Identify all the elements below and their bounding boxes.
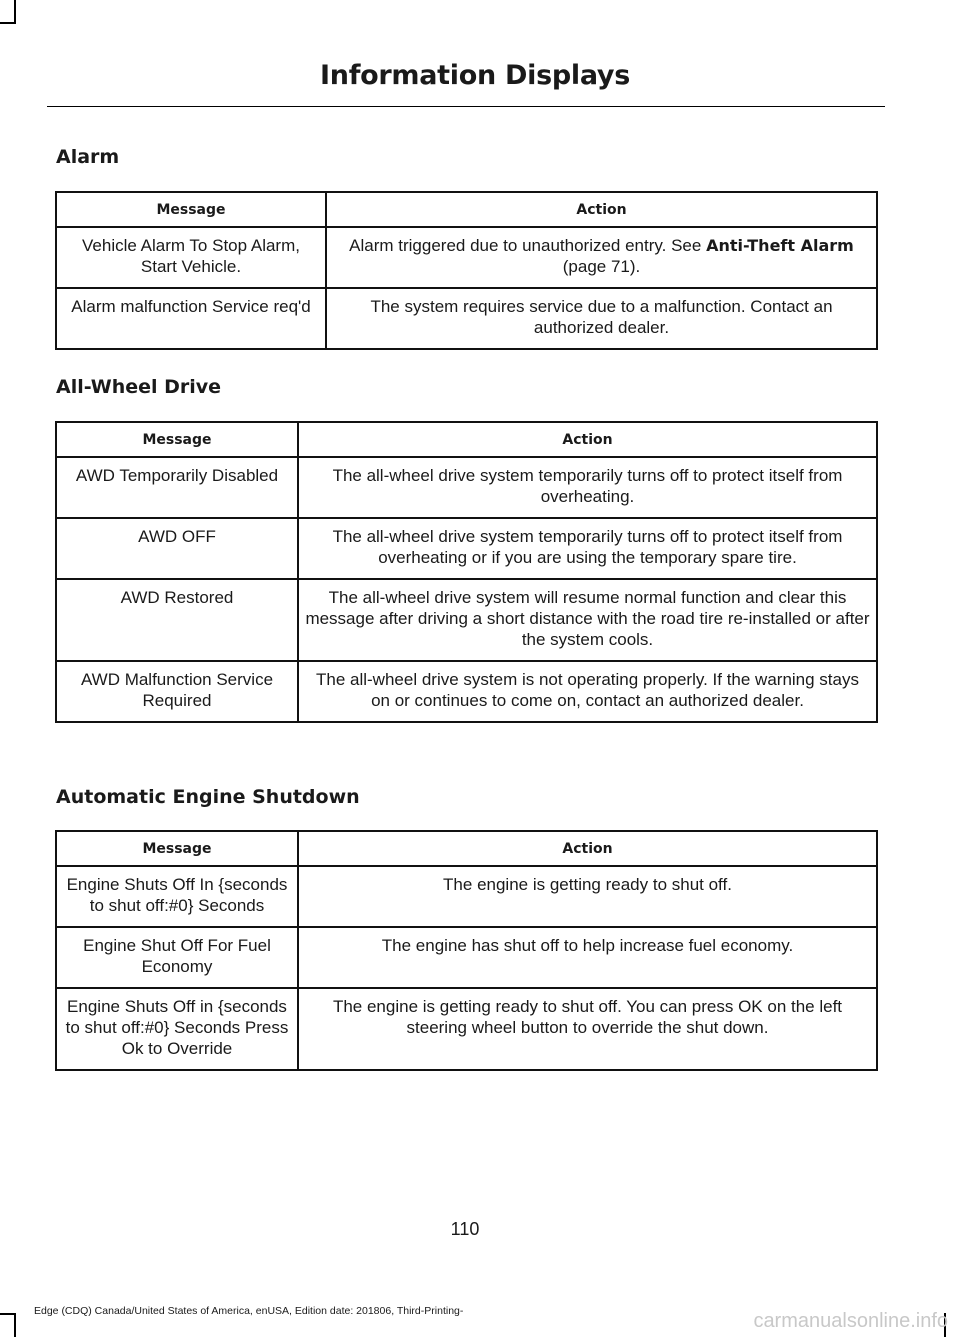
- section-heading-automatic-engine-shutdown: Automatic Engine Shutdown: [56, 786, 360, 808]
- watermark: carmanualsonline.info: [753, 1310, 948, 1332]
- alarm-table: [55, 191, 878, 350]
- action-cell: The all-wheel drive system temporarily turns off to protect itself from overheating or if you are using the temporary spare tire.: [298, 518, 877, 579]
- table-header-row: [56, 192, 877, 227]
- action-cell: The all-wheel drive system will resume normal function and clear this message after driving a short distance with the road tire re-installed or after the system cools.: [298, 579, 877, 661]
- all-wheel-drive-table: [55, 421, 878, 723]
- crop-mark: [14, 0, 16, 24]
- table-row: [56, 457, 877, 518]
- message-cell: AWD Malfunction Service Required: [56, 661, 298, 722]
- cross-reference-link[interactable]: Anti-Theft Alarm: [706, 236, 854, 255]
- page-number: 110: [450, 1219, 480, 1239]
- column-header-action: Action: [326, 192, 877, 227]
- action-cell: The all-wheel drive system temporarily turns off to protect itself from overheating.: [298, 457, 877, 518]
- page-title: Information Displays: [320, 60, 630, 91]
- message-cell: AWD OFF: [56, 518, 298, 579]
- message-cell: Engine Shut Off For Fuel Economy: [56, 927, 298, 988]
- section-heading-all-wheel-drive: All-Wheel Drive: [56, 376, 222, 398]
- message-cell: Vehicle Alarm To Stop Alarm, Start Vehicle.: [56, 227, 326, 288]
- table-row: [56, 927, 877, 988]
- message-cell: AWD Restored: [56, 579, 298, 661]
- header-rule: [47, 106, 885, 107]
- column-header-message: Message: [56, 192, 326, 227]
- action-cell: The all-wheel drive system is not operating properly. If the warning stays on or continues to come on, contact an authorized dealer.: [298, 661, 877, 722]
- column-header-action: Action: [298, 831, 877, 866]
- action-cell: The engine has shut off to help increase fuel economy.: [298, 927, 877, 988]
- action-cell: The engine is getting ready to shut off.: [298, 866, 877, 927]
- action-cell: [326, 227, 877, 288]
- table-row: [56, 988, 877, 1070]
- crop-mark: [14, 1313, 16, 1337]
- action-cell: The system requires service due to a malfunction. Contact an authorized dealer.: [326, 288, 877, 349]
- column-header-message: Message: [56, 831, 298, 866]
- table-row: [56, 579, 877, 661]
- action-cell: The engine is getting ready to shut off. You can press OK on the left steering wheel button to override the shut down.: [298, 988, 877, 1070]
- message-cell: Alarm malfunction Service req'd: [56, 288, 326, 349]
- message-cell: Engine Shuts Off in {seconds to shut off:#0} Seconds Press Ok to Override: [56, 988, 298, 1070]
- section-heading-alarm: Alarm: [56, 146, 120, 168]
- table-row: [56, 518, 877, 579]
- table-header-row: [56, 422, 877, 457]
- table-header-row: [56, 831, 877, 866]
- table-row: [56, 661, 877, 722]
- page-reference: (page 71).: [562, 257, 641, 276]
- action-text: Alarm triggered due to unauthorized entry. See: [349, 236, 707, 255]
- message-cell: Engine Shuts Off In {seconds to shut off:#0} Seconds: [56, 866, 298, 927]
- table-row: [56, 227, 877, 288]
- automatic-engine-shutdown-table: [55, 830, 878, 1071]
- column-header-message: Message: [56, 422, 298, 457]
- column-header-action: Action: [298, 422, 877, 457]
- crop-mark: [0, 1313, 14, 1315]
- crop-mark: [0, 22, 14, 24]
- message-cell: AWD Temporarily Disabled: [56, 457, 298, 518]
- table-row: [56, 866, 877, 927]
- table-row: [56, 288, 877, 349]
- edition-footer: Edge (CDQ) Canada/United States of America, enUSA, Edition date: 201806, Third-Printing-: [34, 1305, 464, 1317]
